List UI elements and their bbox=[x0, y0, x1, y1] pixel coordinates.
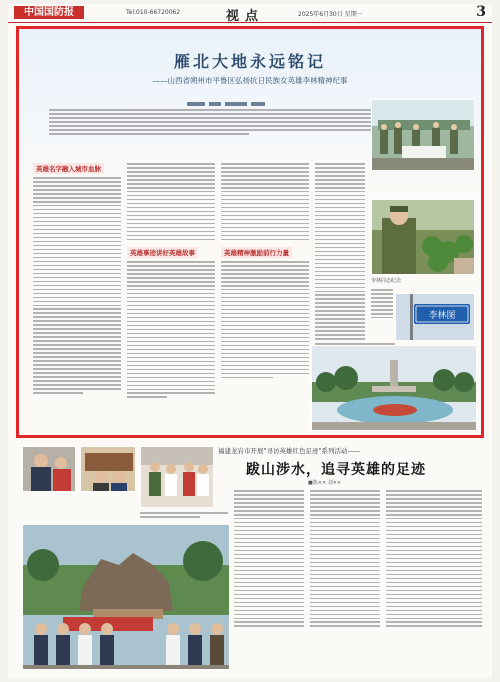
photo-students-guide bbox=[140, 446, 214, 508]
bottom-column-2 bbox=[310, 490, 380, 629]
exhibit-image bbox=[81, 447, 136, 492]
subhead-3: 英雄精神激励前行力量 bbox=[221, 247, 292, 258]
column-2-lower bbox=[127, 261, 215, 400]
photo-memorial-park bbox=[311, 345, 477, 431]
caption-mid-right: 李林同志纪念 bbox=[371, 278, 402, 284]
feature-article-frame bbox=[16, 26, 484, 438]
subhead-2: 英雄事迹讲好英雄故事 bbox=[127, 247, 198, 258]
bottom-column-under-photos bbox=[140, 512, 228, 520]
photo-street-sign bbox=[395, 293, 475, 341]
column-2 bbox=[127, 163, 215, 243]
street-sign-text: 李林图 bbox=[428, 311, 456, 321]
bottom-column-1 bbox=[234, 490, 304, 629]
photo-caption-block bbox=[371, 289, 393, 321]
subhead-1: 英雄名字融入城市血脉 bbox=[33, 163, 104, 174]
ceremony-image bbox=[372, 100, 475, 171]
memorial-park-image bbox=[312, 346, 477, 431]
monument-image bbox=[23, 525, 230, 670]
newspaper-page bbox=[8, 4, 492, 678]
column-1 bbox=[33, 177, 121, 396]
photo-student-volunteer bbox=[22, 446, 76, 492]
bottom-kicker: 福建龙岩市开展"寻访英雄红色足迹"系列活动—— bbox=[218, 447, 361, 455]
volunteer-image bbox=[23, 447, 76, 492]
feature-subtitle: ——山西省朔州市平鲁区弘扬抗日民族女英雄李林精神纪事 bbox=[152, 76, 348, 85]
newspaper-logo: 中国国防报 bbox=[14, 6, 84, 19]
column-3 bbox=[221, 163, 309, 243]
bottom-title: 跋山涉水，追寻英雄的足迹 bbox=[246, 462, 426, 478]
soldier-image bbox=[372, 200, 475, 275]
phone-number: Tel:010-66720062 bbox=[126, 9, 181, 16]
bottom-byline: ■陈×× 刘×× bbox=[308, 480, 342, 486]
column-3-lower bbox=[221, 261, 309, 381]
photo-monument-visit bbox=[22, 524, 230, 670]
intro-paragraph bbox=[49, 109, 379, 153]
column-4 bbox=[315, 163, 365, 342]
photo-ceremony bbox=[371, 99, 475, 171]
street-sign-image bbox=[396, 294, 475, 341]
section-title: 视点 bbox=[226, 9, 265, 24]
masthead bbox=[8, 4, 492, 23]
photo-soldier-plants bbox=[371, 199, 475, 275]
issue-date: 2025年6月30日 星期一 bbox=[298, 11, 363, 18]
page-number: 3 bbox=[476, 4, 486, 20]
feature-byline bbox=[187, 91, 307, 97]
photo-exhibit-hall bbox=[80, 446, 136, 492]
feature-title: 雁北大地永远铭记 bbox=[173, 52, 326, 71]
bottom-column-3 bbox=[386, 490, 482, 629]
guide-image bbox=[141, 447, 214, 508]
